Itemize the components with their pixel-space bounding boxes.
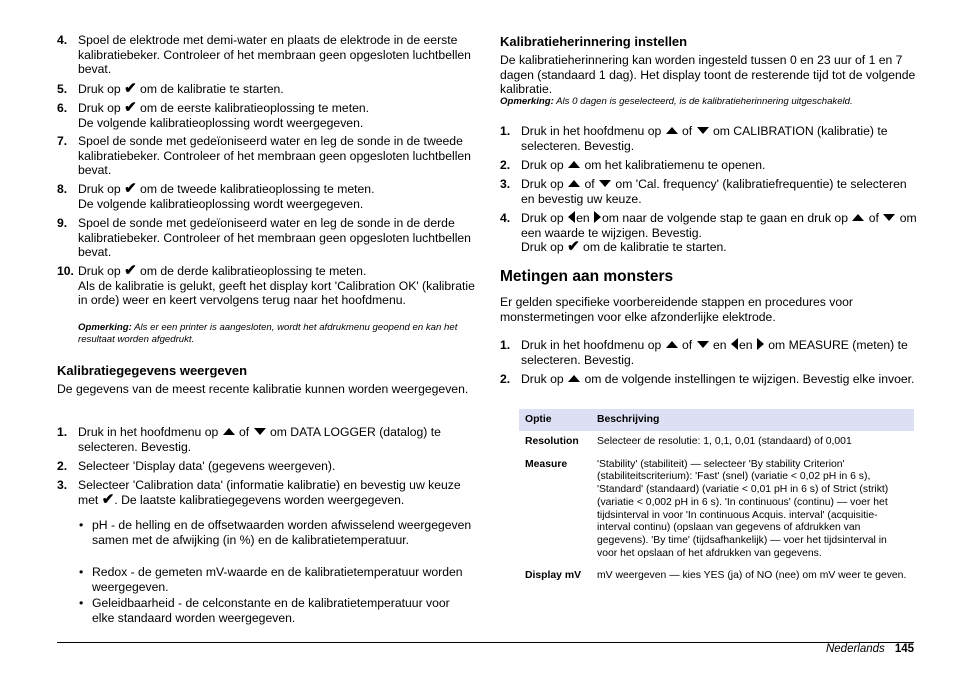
step-text: of [868, 211, 879, 225]
option-name: Measure [525, 458, 568, 470]
step-number: 4. [500, 211, 511, 225]
option-description: mV weergeven — kies YES (ja) of NO (nee) om mV weer te geven. [597, 570, 907, 582]
step-text: om 'Cal. frequency' (kalibratiefrequentie) te selecteren en bevestig uw keuze. [521, 177, 907, 206]
step-4 [57, 33, 475, 77]
step-number: 2. [500, 372, 511, 386]
step-6 [57, 101, 475, 130]
step-text: Selecteer 'Calibration data' (informatie kalibratie) en bevestig uw keuze met [78, 478, 461, 507]
step-text: Als de kalibratie is gelukt, geeft het display kort 'Calibration OK' (kalibratie in orde) weer en keert vervolgens terug naar het hoofdmenu. [78, 278, 475, 308]
data-step-3 [57, 478, 475, 507]
right-arrow-icon [757, 338, 764, 350]
step-text: om de tweede kalibratieoplossing te meten. [140, 182, 375, 196]
footer-divider [57, 642, 914, 643]
step-text: Druk in het hoofdmenu op [78, 425, 219, 439]
section-intro: Er gelden specifieke voorbereidende stappen en procedures voor monstermetingen voor elke afzonderlijke elektrode. [500, 295, 853, 324]
bullet-text: pH - de helling en de offsetwaarden worden afwisselend weergegeven samen met de afwijking (in %) en de kalibratietemperatuur. [92, 518, 472, 547]
section-heading-calibration-reminder: Kalibratieherinnering instellen [500, 34, 688, 49]
reminder-step-3 [500, 177, 918, 206]
step-text: of [584, 177, 595, 191]
data-step-2 [57, 459, 475, 474]
step-text: en [712, 338, 727, 352]
down-arrow-icon [697, 127, 709, 134]
step-text: en [738, 338, 753, 352]
up-arrow-icon [666, 127, 678, 134]
page-number: 145 [894, 643, 914, 655]
step-text: Druk op [521, 240, 564, 255]
left-arrow-icon [568, 211, 575, 223]
step-text: Selecteer 'Display data' (gegevens weergeven). [78, 459, 336, 473]
step-5 [57, 82, 475, 97]
option-name: Display mV [525, 570, 582, 582]
footer-language: Nederlands [825, 643, 885, 655]
step-text: en [576, 211, 590, 225]
checkmark-icon: ✔ [124, 180, 137, 197]
step-text: Druk in het hoofdmenu op [521, 338, 662, 352]
checkmark-icon: ✔ [101, 490, 115, 508]
step-number: 1. [500, 338, 511, 352]
option-description: 'Stability' (stabiliteit) — selecteer 'By stability Criterion' (stabiliteitscriterium): 'Fast' (snel) (variatie < 0,02 pH in 6 s), 'Standard' (standaard) (variatie < 0,01 pH in 6 s) of Strict (strikt) (variatie < 0,002 pH in 6 s). 'In continuous' (continu) — voer het tijdsinterval in voor 'In continuous Acquis. interval' (acquisitie-interval continu) (opslaan van gegevens of afdrukken van gegevens). 'By time' (tijdsafhankelijk) — voer het tijdsinterval in voor het opslaan of het afdrukken van gegevens. [597, 458, 889, 559]
column-header: Beschrijving [591, 409, 914, 431]
checkmark-icon: ✔ [124, 80, 137, 97]
bullet-icon: • [79, 596, 84, 610]
section-intro: De kalibratieherinnering kan worden ingesteld tussen 0 en 23 uur of 1 en 7 dagen (standaard 1 dag). Het display toont de resterende tijd tot de volgende kalibratie. [500, 53, 916, 97]
reminder-step-1 [500, 124, 918, 153]
options-table [519, 409, 914, 588]
step-text: om de eerste kalibratieoplossing te meten. [140, 101, 370, 115]
step-10 [57, 264, 475, 308]
note-text: Als 0 dagen is geselecteerd, is de kalibratieherinnering uitgeschakeld. [556, 96, 853, 107]
section-heading-calibration-data: Kalibratiegegevens weergeven [57, 363, 248, 378]
option-name: Resolution [525, 436, 579, 447]
step-number: 3. [57, 478, 68, 492]
bullet-icon: • [79, 518, 84, 532]
step-number: 3. [500, 177, 511, 191]
checkmark-icon: ✔ [567, 238, 580, 256]
down-arrow-icon [883, 214, 895, 221]
down-arrow-icon [254, 428, 266, 435]
step-text: De volgende kalibratieoplossing wordt weergegeven. [78, 115, 364, 130]
right-arrow-icon [594, 211, 601, 223]
up-arrow-icon [852, 214, 864, 221]
note-label: Opmerking: [500, 96, 554, 107]
step-text: Spoel de sonde met gedeïoniseerd water en leg de sonde in de tweede kalibratiebeker. Controleer of het membraan geen opgesloten luchtbellen bevat. [78, 134, 471, 178]
left-arrow-icon [731, 338, 738, 350]
step-text: Druk op [78, 264, 121, 278]
bullet-item [57, 565, 475, 594]
column-header: Optie [519, 409, 591, 431]
step-text: De volgende kalibratieoplossing wordt weergegeven. [78, 196, 364, 211]
step-text: om naar de volgende stap te gaan en druk op [602, 211, 848, 225]
step-text: Druk op [521, 211, 564, 225]
step-number: 1. [500, 124, 511, 138]
step-text: Druk op [521, 177, 564, 191]
checkmark-icon: ✔ [124, 262, 137, 279]
step-number: 6. [57, 101, 68, 115]
step-text: om de volgende instellingen te wijzigen. Bevestig elke invoer. [584, 372, 915, 386]
note-printer [78, 322, 478, 347]
down-arrow-icon [697, 341, 709, 348]
reminder-step-4 [500, 211, 918, 255]
step-number: 4. [57, 33, 68, 47]
step-text: om MEASURE (meten) te selecteren. Bevestig. [521, 338, 908, 367]
step-text: Spoel de elektrode met demi-water en plaats de elektrode in de eerste kalibratiebeker. Controleer of het membraan geen opgesloten luchtbellen bevat. [78, 33, 471, 77]
step-text: Druk op [78, 82, 121, 96]
step-text: Druk op [78, 101, 121, 115]
bullet-text: Redox - de gemeten mV-waarde en de kalibratietemperatuur worden weergegeven. [92, 565, 463, 594]
step-text: om een waarde te wijzigen. Bevestig. [521, 211, 917, 240]
table-row [519, 454, 914, 566]
checkmark-icon: ✔ [124, 99, 137, 116]
step-text: om het kalibratiemenu te openen. [584, 158, 766, 172]
table-header-row [519, 409, 914, 431]
step-text: Druk in het hoofdmenu op [521, 124, 662, 138]
step-number: 9. [57, 216, 68, 230]
step-text: of [682, 124, 693, 138]
down-arrow-icon [599, 180, 611, 187]
step-9 [57, 216, 475, 260]
step-number: 1. [57, 425, 68, 439]
step-text: om CALIBRATION (kalibratie) te selecteren. Bevestig. [521, 124, 888, 153]
up-arrow-icon [568, 180, 580, 187]
measure-step-2 [500, 372, 918, 387]
step-number: 2. [57, 459, 68, 473]
step-text: Spoel de sonde met gedeïoniseerd water en leg de sonde in de derde kalibratiebeker. Controleer of het membraan geen opgesloten luchtbellen bevat. [78, 216, 471, 260]
step-text: . De laatste kalibratiegegevens worden weergegeven. [114, 492, 405, 507]
section-intro: De gegevens van de meest recente kalibratie kunnen worden weergegeven. [57, 382, 469, 396]
up-arrow-icon [568, 161, 580, 168]
step-text: Druk op [521, 158, 564, 172]
data-step-1 [57, 425, 475, 454]
step-text: Druk op [78, 182, 121, 196]
section-heading-sample-measurements: Metingen aan monsters [500, 268, 674, 285]
step-number: 5. [57, 82, 68, 96]
up-arrow-icon [568, 375, 580, 382]
bullet-icon: • [79, 565, 84, 579]
step-text: om DATA LOGGER (datalog) te selecteren. Bevestig. [78, 425, 441, 454]
step-number: 8. [57, 182, 68, 196]
measure-step-1 [500, 338, 918, 367]
option-description: Selecteer de resolutie: 1, 0,1, 0,01 (standaard) of 0,001 [597, 436, 852, 447]
up-arrow-icon [666, 341, 678, 348]
step-text: of [682, 338, 693, 352]
reminder-step-2 [500, 158, 918, 173]
bullet-text: Geleidbaarheid - de celconstante en de kalibratietemperatuur voor elke standaard worden weergegeven. [92, 596, 450, 625]
step-text: om de derde kalibratieoplossing te meten. [140, 264, 367, 278]
page-footer [826, 643, 914, 655]
step-number: 2. [500, 158, 511, 172]
step-text: om de kalibratie te starten. [140, 82, 284, 96]
bullet-item [57, 596, 475, 625]
step-7 [57, 134, 475, 178]
table-row [519, 565, 914, 588]
table-row [519, 431, 914, 454]
step-text: of [239, 425, 250, 439]
up-arrow-icon [223, 428, 235, 435]
note-label: Opmerking: [78, 322, 132, 333]
note-text: Als er een printer is aangesloten, wordt het afdrukmenu geopend en kan het resultaat worden afgedrukt. [78, 322, 458, 346]
step-8 [57, 182, 475, 211]
bullet-item [57, 518, 475, 547]
note-reminder [500, 96, 918, 108]
step-number: 7. [57, 134, 68, 148]
step-number: 10. [57, 264, 74, 278]
step-text: om de kalibratie te starten. [583, 240, 727, 255]
step-text: Druk op [521, 372, 564, 386]
